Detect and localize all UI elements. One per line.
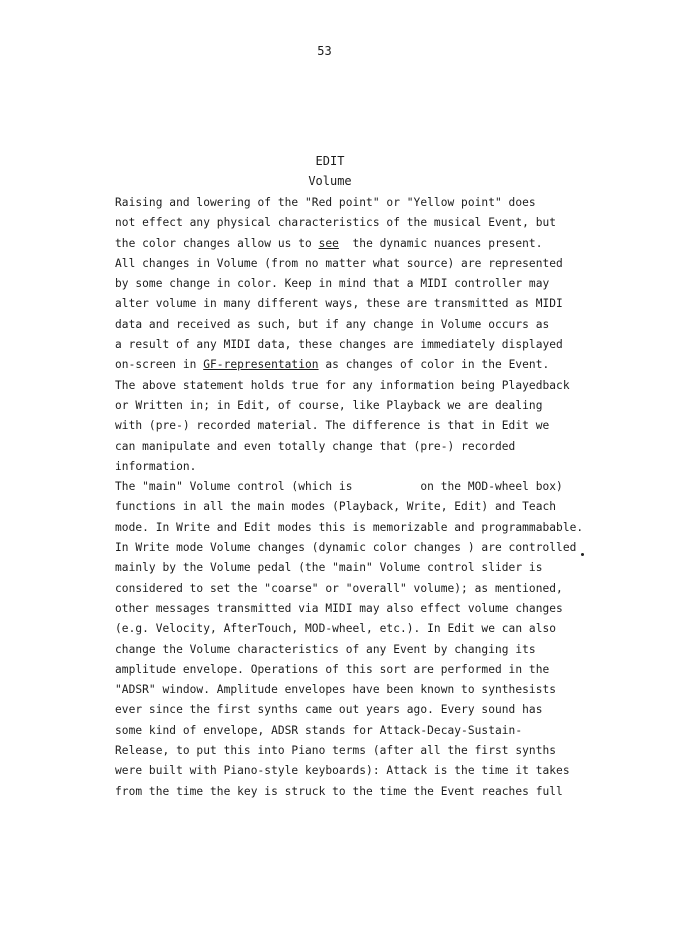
text-line: considered to set the "coarse" or "overall" volume); as mentioned, xyxy=(115,581,563,595)
text-line: (e.g. Velocity, AfterTouch, MOD-wheel, etc.). In Edit we can also xyxy=(115,622,557,636)
section-heading: EDIT xyxy=(315,154,345,168)
text-line: change the Volume characteristics of any Event by changing its xyxy=(115,642,536,656)
section-subheading: Volume xyxy=(308,174,352,188)
text-segment: the dynamic nuances present. xyxy=(338,236,543,250)
text-line: Release, to put this into Piano terms (after all the first synths xyxy=(115,744,557,758)
page-number: 53 xyxy=(317,44,332,58)
text-line: from the time the key is struck to the time the Event reaches full xyxy=(115,784,563,798)
text-line: All changes in Volume (from no matter what source) are represented xyxy=(115,256,563,270)
text-line: or Written in; in Edit, of course, like Playback we are dealing xyxy=(115,398,543,412)
text-line: amplitude envelope. Operations of this sort are performed in the xyxy=(115,662,550,676)
text-line: by some change in color. Keep in mind that a MIDI controller may xyxy=(115,277,550,291)
text-line: data and received as such, but if any change in Volume occurs as xyxy=(115,317,550,331)
text-line: ever since the first synths came out years ago. Every sound has xyxy=(115,703,543,717)
text-line: functions in all the main modes (Playback, Write, Edit) and Teach xyxy=(115,500,557,514)
text-line: a result of any MIDI data, these changes are immediately displayed xyxy=(115,338,563,352)
body-text xyxy=(115,193,689,802)
text-line: can manipulate and even totally change that (pre-) recorded xyxy=(115,439,516,453)
text-line: with (pre-) recorded material. The difference is that in Edit we xyxy=(115,419,550,433)
text-segment: as changes of color in the Event. xyxy=(318,358,550,372)
text-line: "ADSR" window. Amplitude envelopes have been known to synthesists xyxy=(115,683,557,697)
text-line: some kind of envelope, ADSR stands for Attack-Decay-Sustain- xyxy=(115,723,523,737)
underlined-word: see xyxy=(318,236,339,250)
text-line: other messages transmitted via MIDI may also effect volume changes xyxy=(115,601,563,615)
text-line xyxy=(115,355,689,375)
text-line: information. xyxy=(115,459,197,473)
text-line: alter volume in many different ways, these are transmitted as MIDI xyxy=(115,297,563,311)
text-line: were built with Piano-style keyboards): Attack is the time it takes xyxy=(115,764,570,778)
underlined-term: GF-representation xyxy=(203,358,319,372)
text-line: In Write mode Volume changes (dynamic color changes ) are controlled xyxy=(115,541,577,555)
text-line: The "main" Volume control (which is on the MOD-wheel box) xyxy=(115,480,563,494)
text-line: The above statement holds true for any information being Playedback xyxy=(115,378,570,392)
text-line: not effect any physical characteristics of the musical Event, but xyxy=(115,216,557,230)
text-line: mainly by the Volume pedal (the "main" Volume control slider is xyxy=(115,561,543,575)
text-line: mode. In Write and Edit modes this is memorizable and programmabable. xyxy=(115,520,584,534)
text-segment: on-screen in xyxy=(115,358,204,372)
text-line: Raising and lowering of the "Red point" or "Yellow point" does xyxy=(115,196,536,209)
text-segment: the color changes allow us to xyxy=(115,236,319,250)
text-line xyxy=(115,234,689,254)
stray-mark xyxy=(581,553,584,556)
